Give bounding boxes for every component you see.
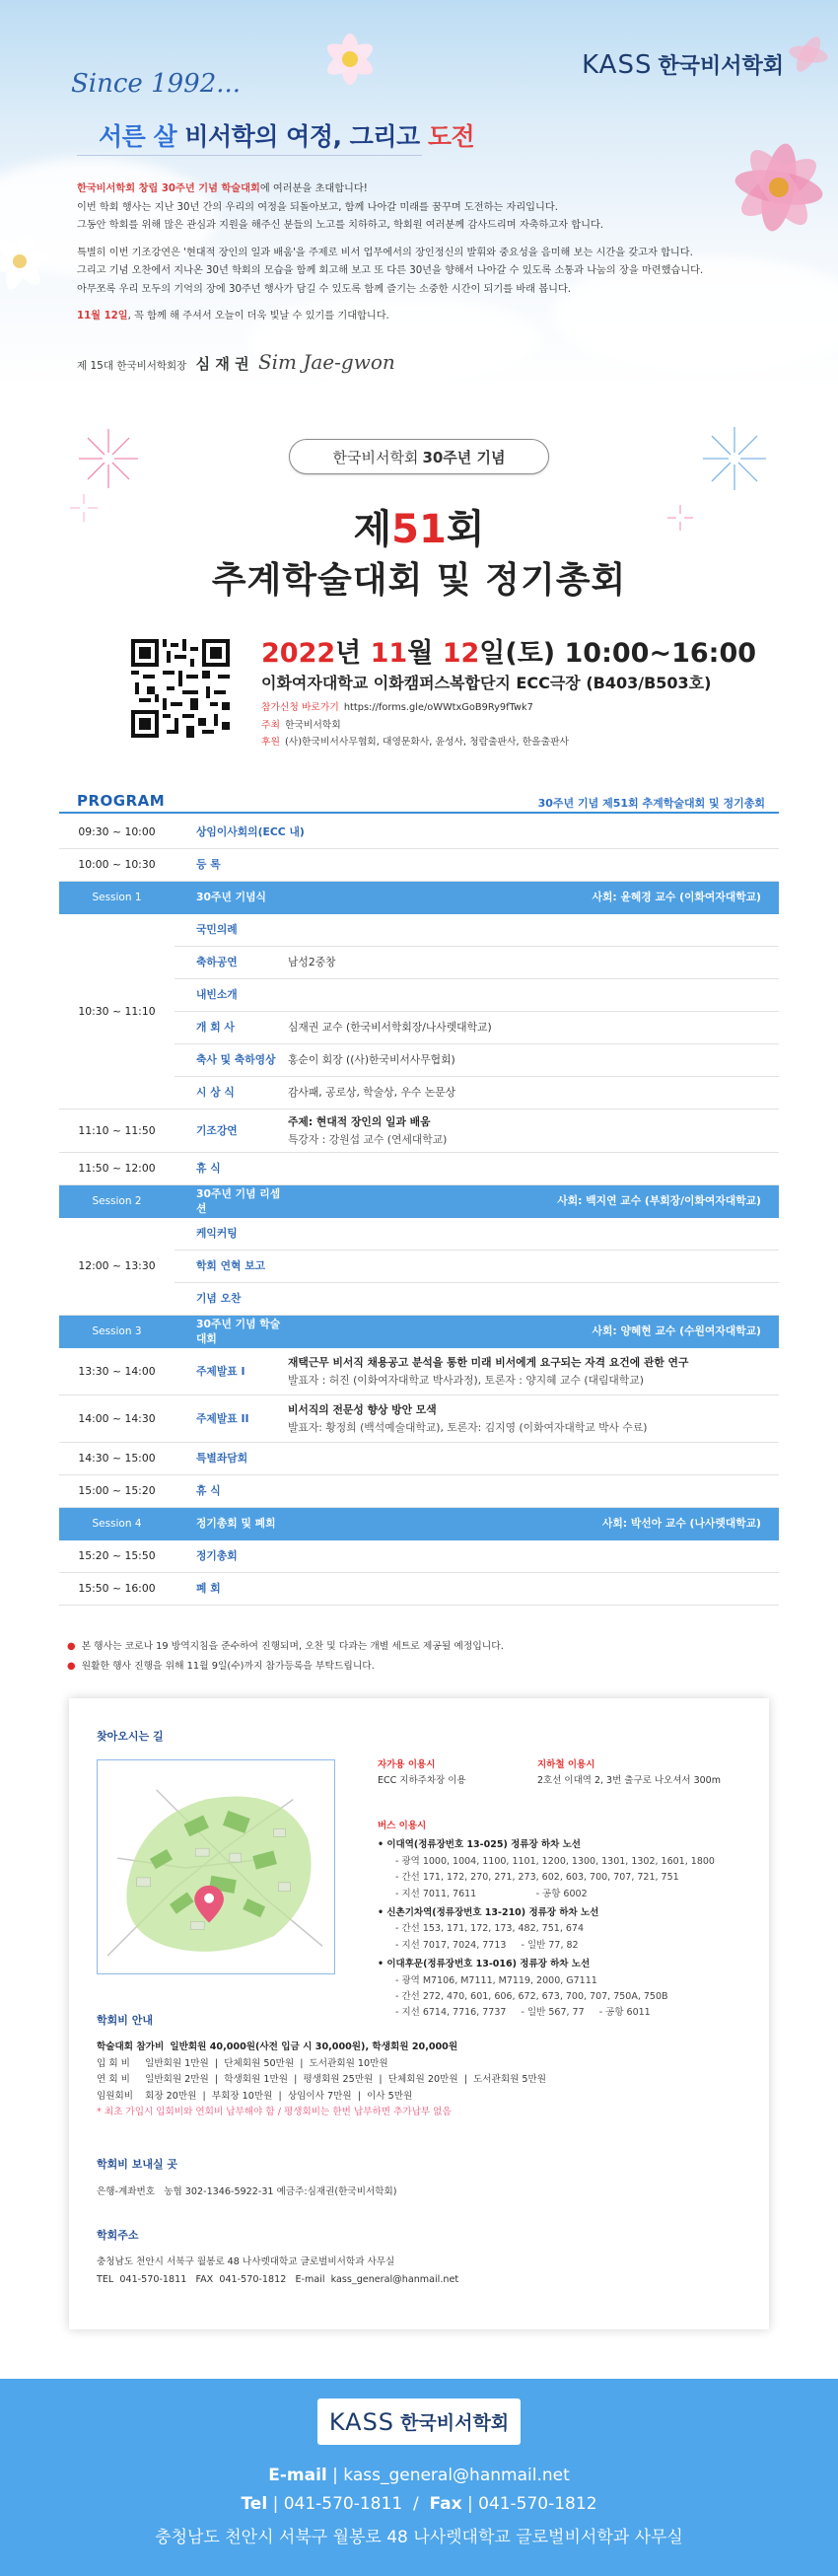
bus-stop: • 이대역(정류장번호 13-025) 정류장 하차 노선 xyxy=(378,1839,581,1851)
since-text: Since 1992... xyxy=(71,69,242,99)
text: 회 xyxy=(446,507,485,552)
date-year: 2022 xyxy=(261,638,336,669)
badge-text: 한국비서학회 xyxy=(332,448,419,466)
emphasis-text: 11월 12일 xyxy=(77,311,128,322)
date-day: 12 xyxy=(442,638,480,669)
address-info xyxy=(97,2254,458,2289)
title-cell: 시 상 식 xyxy=(175,1076,288,1109)
host-label: 주최 xyxy=(261,719,280,731)
bullet-icon: ● xyxy=(67,1641,76,1652)
footer xyxy=(0,2379,838,2576)
registration-label: 참가신청 바로가기 xyxy=(261,702,339,713)
time-cell: 11:10 ~ 11:50 xyxy=(59,1109,175,1152)
title-cell: 주제발표 II xyxy=(175,1395,288,1442)
time-cell: 12:00 ~ 13:30 xyxy=(59,1217,175,1315)
subway-info xyxy=(537,1757,764,1789)
table-row xyxy=(59,1217,779,1250)
signer-role: 제 15대 한국비서학회장 xyxy=(77,360,187,372)
greeting-para-2 xyxy=(77,245,767,300)
title-cell: 기조강연 xyxy=(175,1109,288,1152)
text: , 꼭 함께 해 주셔서 오늘이 더욱 빛날 수 있기를 기대합니다. xyxy=(127,311,389,322)
car-text: ECC 지하주차장 이용 xyxy=(378,1775,466,1786)
time-cell: 10:30 ~ 11:10 xyxy=(59,913,175,1109)
note-item xyxy=(67,1637,504,1657)
badge-bold-text: 30주년 기념 xyxy=(422,448,506,466)
session-label: Session 4 xyxy=(59,1507,175,1539)
detail-cell: 감사패, 공로상, 학술상, 우수 논문상 xyxy=(288,1076,779,1109)
session-moderator: 사회: 윤혜경 교수 (이화여자대학교) xyxy=(288,881,779,913)
address-title: 학회주소 xyxy=(97,2229,139,2242)
tel-value: | 041-570-1811 / xyxy=(267,2494,430,2514)
host-value: 한국비서학회 xyxy=(284,719,341,731)
title-cell: 휴 식 xyxy=(175,1152,779,1184)
text: 일(토) 10:00~16:00 xyxy=(479,638,757,669)
footer-email xyxy=(0,2466,838,2485)
program-subtitle: 30주년 기념 제51회 추계학술대회 및 정기총회 xyxy=(537,797,765,810)
note-text: 원활한 행사 진행을 위해 11월 9일(수)까지 참가등록을 부탁드립니다. xyxy=(81,1661,375,1672)
title-divider xyxy=(77,155,422,156)
time-cell: 13:30 ~ 14:00 xyxy=(59,1347,175,1395)
fee-note: * 최초 가입시 입회비와 연회비 납부해야 함 / 평생회비는 한번 납부하면 추가납부 없음 xyxy=(97,2107,452,2117)
bus-line: - 간선 171, 172, 270, 271, 273, 602, 603, 700, 707, 721, 751 xyxy=(395,1872,679,1884)
kass-logo xyxy=(582,49,784,80)
fee-row xyxy=(97,2089,747,2106)
bus-line: - 간선 272, 470, 601, 606, 672, 673, 700, 707, 750A, 750B xyxy=(395,1991,668,2003)
keynote-topic: 주제: 현대적 장인의 일과 배움 xyxy=(288,1114,431,1128)
session-row xyxy=(59,1507,779,1539)
title-accent: 도전 xyxy=(427,122,475,151)
table-row xyxy=(59,848,779,881)
title-cell: 상임이사회의(ECC 내) xyxy=(175,816,779,848)
time-cell: 14:30 ~ 15:00 xyxy=(59,1442,175,1474)
session-label: Session 1 xyxy=(59,881,175,913)
invitation-card xyxy=(59,414,779,779)
text: 특별히 이번 기조강연은 xyxy=(77,247,184,258)
emphasis-text: 한국비서학회 창립 30주년 기념 학술대회 xyxy=(77,183,260,194)
time-cell: 10:00 ~ 10:30 xyxy=(59,848,175,881)
table-row xyxy=(59,1572,779,1605)
session-label: Session 3 xyxy=(59,1315,175,1347)
time-cell: 15:20 ~ 15:50 xyxy=(59,1539,175,1572)
title-cell: 폐 회 xyxy=(175,1572,779,1605)
table-row xyxy=(59,816,779,848)
text: 이번 학회 행사는 지난 30년 간의 우리의 여정을 되돌아보고, 함께 나아갈 미래를 꿈꾸며 도전하는 자리입니다. xyxy=(77,201,558,213)
bus-line: - 지선 6714, 7716, 7737 - 일반 567, 77 - 공항 6011 xyxy=(395,2007,651,2019)
text: 아무쪼록 우리 모두의 기억의 장에 30주년 행사가 담길 수 있도록 함께 즐기는 소중한 시간이 되기를 바래 봅니다. xyxy=(77,283,572,295)
note-text: 본 행사는 코로나 19 방역지침을 준수하여 진행되며, 오찬 및 다과는 개별 세트로 제공될 예정입니다. xyxy=(81,1641,504,1652)
signer-name: 심 재 권 xyxy=(195,355,249,373)
keynote-speaker: 특강자 : 강원섭 교수 (연세대학교) xyxy=(288,1132,448,1146)
qr-code[interactable] xyxy=(131,639,230,738)
directions-title: 찾아오시는 길 xyxy=(97,1730,164,1743)
text: 그동안 학회를 위해 많은 관심과 지원을 해주신 분들의 노고를 치하하고, 학회원 여러분께 감사드리며 자축하고자 합니다. xyxy=(77,220,604,231)
text: 에 여러분을 초대합니다! xyxy=(259,183,368,194)
session-row xyxy=(59,1315,779,1347)
subway-text: 2호선 이대역 2, 3번 출구로 나오셔서 300m xyxy=(537,1775,721,1786)
fee-main-label: 학술대회 참가비 xyxy=(97,2041,165,2052)
greeting-para-1 xyxy=(77,180,767,236)
flower-decoration xyxy=(296,10,404,108)
detail-cell xyxy=(288,1395,779,1442)
text: 제 xyxy=(353,507,392,552)
bus-stop-block xyxy=(378,1837,752,1902)
bus-line: - 지선 7017, 7024, 7713 - 일반 77, 82 xyxy=(395,1939,579,1951)
title-cell: 특별좌담회 xyxy=(175,1442,779,1474)
footer-logo xyxy=(317,2398,521,2445)
fee-key: 입 회 비 xyxy=(97,2057,130,2069)
session-title: 정기총회 및 폐회 xyxy=(175,1507,288,1539)
campus-map[interactable] xyxy=(97,1759,335,1974)
table-row xyxy=(59,1395,779,1442)
program-title: PROGRAM xyxy=(77,792,166,810)
account-title: 학회비 보내실 곳 xyxy=(97,2158,178,2171)
bus-line: - 간선 153, 171, 172, 173, 482, 751, 674 xyxy=(395,1923,584,1935)
title-cell: 축하공연 xyxy=(175,946,288,978)
title-cell: 개 회 사 xyxy=(175,1011,288,1043)
title-cell: 휴 식 xyxy=(175,1474,779,1507)
text: 월 xyxy=(407,638,443,669)
bus-line: - 광역 1000, 1004, 1100, 1101, 1200, 1300, 1301, 1302, 1601, 1800 xyxy=(395,1855,715,1867)
event-info xyxy=(261,699,569,751)
text: 그리고 기념 오찬에서 지나온 30년 학회의 모습을 함께 회고해 보고 또 다른 30년을 향해서 나아갈 수 있도록 소통과 나눔의 장을 마련했습니다. xyxy=(77,265,704,276)
fee-key: 연 회 비 xyxy=(97,2074,130,2085)
fee-title: 학회비 안내 xyxy=(97,2014,153,2027)
session-title: 30주년 기념 학술대회 xyxy=(175,1315,288,1347)
account-info: 은행-계좌번호 농협 302-1346-5922-31 예금주:심재권(한국비서학회) xyxy=(97,2186,397,2197)
bus-info xyxy=(378,1819,752,2022)
text: 년 xyxy=(335,638,371,669)
title-cell: 주제발표 I xyxy=(175,1347,288,1395)
car-label: 자가용 이용시 xyxy=(378,1759,436,1770)
table-row xyxy=(59,1347,779,1395)
fee-key: 임원회비 xyxy=(97,2090,134,2102)
flower-decoration xyxy=(0,207,79,316)
sponsor-value: (사)한국비서사무협회, 대영문화사, 윤성사, 청람출판사, 한올출판사 xyxy=(284,737,570,748)
fee-row xyxy=(97,2056,747,2073)
event-number-title xyxy=(59,498,779,554)
program-table xyxy=(59,816,779,1606)
detail-cell xyxy=(288,1347,779,1395)
anniversary-badge xyxy=(289,439,549,474)
talk-people: 발표자 : 허진 (이화여자대학교 박사과정), 토론자 : 양지혜 교수 (대림대학교) xyxy=(288,1373,644,1387)
logo-name: 한국비서학회 xyxy=(658,54,784,79)
greeting-text xyxy=(77,180,767,335)
email-label: E-mail xyxy=(268,2466,327,2485)
bus-stop-block xyxy=(378,1957,752,2022)
bus-line: - 광역 M7106, M7111, M7119, 2000, G7111 xyxy=(395,1974,597,1986)
time-cell: 09:30 ~ 10:00 xyxy=(59,816,175,848)
address-line: 충청남도 천안시 서북구 월봉로 48 나사렛대학교 글로벌비서학과 사무실 xyxy=(97,2256,395,2267)
fee-row xyxy=(97,2072,747,2089)
date-month: 11 xyxy=(370,638,408,669)
event-title: 추계학술대회 및 정기총회 xyxy=(211,560,627,601)
session-row xyxy=(59,881,779,913)
table-row xyxy=(59,1442,779,1474)
title-middle: 비서학의 여정, 그리고 xyxy=(176,122,428,151)
table-row xyxy=(59,1539,779,1572)
bus-stop: • 이대후문(정류장번호 13-016) 정류장 하차 노선 xyxy=(378,1959,591,1970)
table-row xyxy=(59,1474,779,1507)
detail-cell xyxy=(288,1109,779,1152)
logo-mark: KASS xyxy=(582,49,653,80)
bus-label: 버스 이용시 xyxy=(378,1821,427,1831)
contact-line: TEL 041-570-1811 FAX 041-570-1812 E-mail kass_general@hanmail.net xyxy=(97,2274,459,2285)
directions-box xyxy=(69,1698,769,2329)
session-moderator: 사회: 백지연 교수 (부회장/이화여자대학교) xyxy=(288,1184,779,1217)
title-cell: 기념 오찬 xyxy=(175,1282,779,1315)
handwritten-signature: Sim Jae-gwon xyxy=(257,350,395,374)
session-title: 30주년 기념 리셉션 xyxy=(175,1184,288,1217)
tel-label: Tel xyxy=(241,2494,268,2514)
title-cell: 케익커팅 xyxy=(175,1217,779,1250)
talk-people: 발표자: 황정희 (백석예술대학교), 토론자: 김지영 (이화여자대학교 박사 수료) xyxy=(288,1420,648,1434)
table-row xyxy=(59,1109,779,1152)
table-row xyxy=(59,913,779,946)
hero-title xyxy=(99,117,474,153)
detail-cell xyxy=(288,913,779,946)
detail-cell: 심재권 교수 (한국비서학회장/나사렛대학교) xyxy=(288,1011,779,1043)
time-cell: 15:50 ~ 16:00 xyxy=(59,1572,175,1605)
title-cell: 내빈소개 xyxy=(175,978,288,1011)
signature-line xyxy=(77,350,395,374)
event-venue: 이화여자대학교 이화캠퍼스복합단지 ECC극장 (B403/B503호) xyxy=(261,674,712,692)
sponsor-label: 후원 xyxy=(261,737,280,748)
footer-logo-mark: KASS xyxy=(328,2407,395,2436)
time-cell: 11:50 ~ 12:00 xyxy=(59,1152,175,1184)
fax-label: Fax xyxy=(429,2494,462,2514)
bus-stop-block xyxy=(378,1905,752,1954)
note-item xyxy=(67,1657,504,1677)
email-value[interactable]: | kass_general@hanmail.net xyxy=(326,2466,570,2485)
bus-stop: • 신촌기차역(정류장번호 13-210) 정류장 하차 노선 xyxy=(378,1907,599,1919)
event-number: 51 xyxy=(391,507,447,552)
session-moderator: 사회: 양혜현 교수 (수원여자대학교) xyxy=(288,1315,779,1347)
talk-topic: 비서직의 전문성 향상 방안 모색 xyxy=(288,1402,437,1416)
fee-info xyxy=(97,2039,747,2121)
session-moderator: 사회: 박선아 교수 (나사렛대학교) xyxy=(288,1507,779,1539)
session-title: 30주년 기념식 xyxy=(175,881,288,913)
fee-main xyxy=(97,2039,747,2056)
session-row xyxy=(59,1184,779,1217)
fee-value: 일반회원 1만원 | 단체회원 50만원 | 도서관회원 10만원 xyxy=(145,2057,388,2069)
car-info xyxy=(378,1757,525,1789)
footer-phone xyxy=(0,2494,838,2514)
session-label: Session 2 xyxy=(59,1184,175,1217)
title-cell: 국민의례 xyxy=(175,913,288,946)
text: '현대적 장인의 일과 배움'을 주제로 비서 업무에서의 장인정신의 발휘와 중요성을 음미해 보는 시간을 갖고자 합니다. xyxy=(183,247,693,258)
title-cell: 정기총회 xyxy=(175,1539,779,1572)
detail-cell: 남성2중창 xyxy=(288,946,779,978)
time-cell: 14:00 ~ 14:30 xyxy=(59,1395,175,1442)
subway-label: 지하철 이용시 xyxy=(537,1759,595,1770)
program-header xyxy=(59,789,779,814)
fax-value: | 041-570-1812 xyxy=(461,2494,597,2514)
bus-line: - 지선 7011, 7611 - 공항 6002 xyxy=(395,1888,588,1899)
bullet-icon: ● xyxy=(67,1661,76,1672)
detail-cell: 홍순이 회장 ((사)한국비서사무협회) xyxy=(288,1043,779,1076)
talk-topic: 재택근무 비서직 채용공고 분석을 통한 미래 비서에게 요구되는 자격 요건에 관한 연구 xyxy=(288,1355,689,1369)
program-notes xyxy=(67,1637,504,1677)
title-cell: 학회 연혁 보고 xyxy=(175,1250,779,1282)
fee-main-value: 일반회원 40,000원(사전 입금 시 30,000원), 학생회원 20,000원 xyxy=(170,2041,458,2052)
hero-banner xyxy=(0,0,838,390)
title-cell: 축사 및 축하영상 xyxy=(175,1043,288,1076)
fee-value: 일반회원 2만원 | 학생회원 1만원 | 평생회원 25만원 | 단체회원 20만원 | 도서관회원 5만원 xyxy=(145,2074,547,2085)
fee-value: 회장 20만원 | 부회장 10만원 | 상임이사 7만원 | 이사 5만원 xyxy=(145,2090,413,2102)
detail-cell xyxy=(288,978,779,1011)
table-row xyxy=(59,1152,779,1184)
title-cell: 등 록 xyxy=(175,848,779,881)
event-date xyxy=(261,631,756,670)
title-highlight: 서른 살 xyxy=(99,122,177,151)
footer-logo-name: 한국비서학회 xyxy=(400,2412,510,2434)
greeting-para-3 xyxy=(77,308,767,326)
footer-address: 충청남도 천안시 서북구 월봉로 48 나사렛대학교 글로벌비서학과 사무실 xyxy=(155,2528,683,2547)
registration-link[interactable]: https://forms.gle/oWWtxGoB9Ry9fTwk7 xyxy=(343,702,533,713)
time-cell: 15:00 ~ 15:20 xyxy=(59,1474,175,1507)
